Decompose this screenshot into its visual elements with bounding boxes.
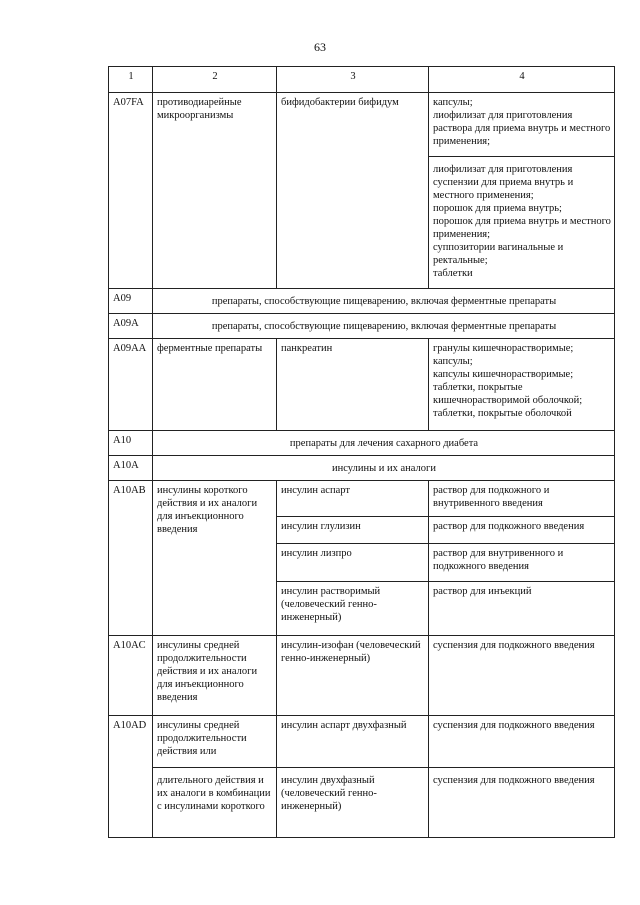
pharm-group: инсулины средней продолжительности действия или	[153, 716, 277, 768]
drug-table	[108, 66, 615, 838]
atc-code: A10A	[109, 456, 153, 481]
atc-code: A10AC	[109, 636, 153, 716]
dosage-forms: суспензия для подкожного введения	[429, 636, 615, 716]
table-row	[109, 289, 615, 314]
dosage-forms: суспензия для подкожного введения	[429, 768, 615, 838]
atc-code: A09	[109, 289, 153, 314]
dosage-forms: раствор для внутривенного и подкожного введения	[429, 544, 615, 582]
pharm-group: противодиарейные микроорганизмы	[153, 93, 277, 289]
pharm-group: длительного действия и их аналоги в комбинации с инсулинами короткого	[153, 768, 277, 838]
column-header: 4	[429, 67, 615, 93]
atc-code: A10AB	[109, 481, 153, 636]
dosage-forms: гранулы кишечнорастворимые; капсулы; капсулы кишечнорастворимые; таблетки, покрытые кишечнорастворимой оболочкой; таблетки, покрытые оболочкой	[429, 339, 615, 431]
table-row	[109, 339, 615, 431]
dosage-forms: суспензия для подкожного введения	[429, 716, 615, 768]
dosage-forms: раствор для подкожного введения	[429, 517, 615, 544]
table-row	[109, 431, 615, 456]
pharm-group: инсулины короткого действия и их аналоги для инъекционного введения	[153, 481, 277, 636]
group-title: препараты, способствующие пищеварению, включая ферментные препараты	[153, 314, 615, 339]
drug-name: инсулин глулизин	[277, 517, 429, 544]
atc-code: A09A	[109, 314, 153, 339]
table-row	[109, 716, 615, 768]
drug-name: бифидобактерии бифидум	[277, 93, 429, 289]
atc-code: A10AD	[109, 716, 153, 838]
group-title: препараты, способствующие пищеварению, включая ферментные препараты	[153, 289, 615, 314]
dosage-forms: капсулы; лиофилизат для приготовления раствора для приема внутрь и местного применения;	[429, 93, 615, 157]
group-title: препараты для лечения сахарного диабета	[153, 431, 615, 456]
table-row	[109, 456, 615, 481]
page-number: 63	[314, 40, 326, 54]
header-row	[109, 67, 615, 93]
column-header: 2	[153, 67, 277, 93]
table-row	[109, 768, 615, 838]
pharm-group: инсулины средней продолжительности действия и их аналоги для инъекционного введения	[153, 636, 277, 716]
column-header: 1	[109, 67, 153, 93]
table-row	[109, 93, 615, 157]
atc-code: A07FA	[109, 93, 153, 289]
dosage-forms: раствор для подкожного и внутривенного введения	[429, 481, 615, 517]
dosage-forms: раствор для инъекций	[429, 582, 615, 636]
column-header: 3	[277, 67, 429, 93]
drug-name: инсулин двухфазный (человеческий генно-инженерный)	[277, 768, 429, 838]
atc-code: A09AA	[109, 339, 153, 431]
drug-name: инсулин лизпро	[277, 544, 429, 582]
atc-code: A10	[109, 431, 153, 456]
drug-name: инсулин аспарт	[277, 481, 429, 517]
table-row	[109, 481, 615, 517]
drug-name: инсулин растворимый (человеческий генно-инженерный)	[277, 582, 429, 636]
pharm-group: ферментные препараты	[153, 339, 277, 431]
group-title: инсулины и их аналоги	[153, 456, 615, 481]
table-row	[109, 636, 615, 716]
dosage-forms: лиофилизат для приготовления суспензии для приема внутрь и местного применения; порошок для приема внутрь; порошок для приема внутрь и местного применения; суппозитории вагинальные и ректальные; таблетки	[429, 157, 615, 289]
table-row	[109, 314, 615, 339]
drug-name: панкреатин	[277, 339, 429, 431]
drug-name: инсулин аспарт двухфазный	[277, 716, 429, 768]
drug-name: инсулин-изофан (человеческий генно-инженерный)	[277, 636, 429, 716]
